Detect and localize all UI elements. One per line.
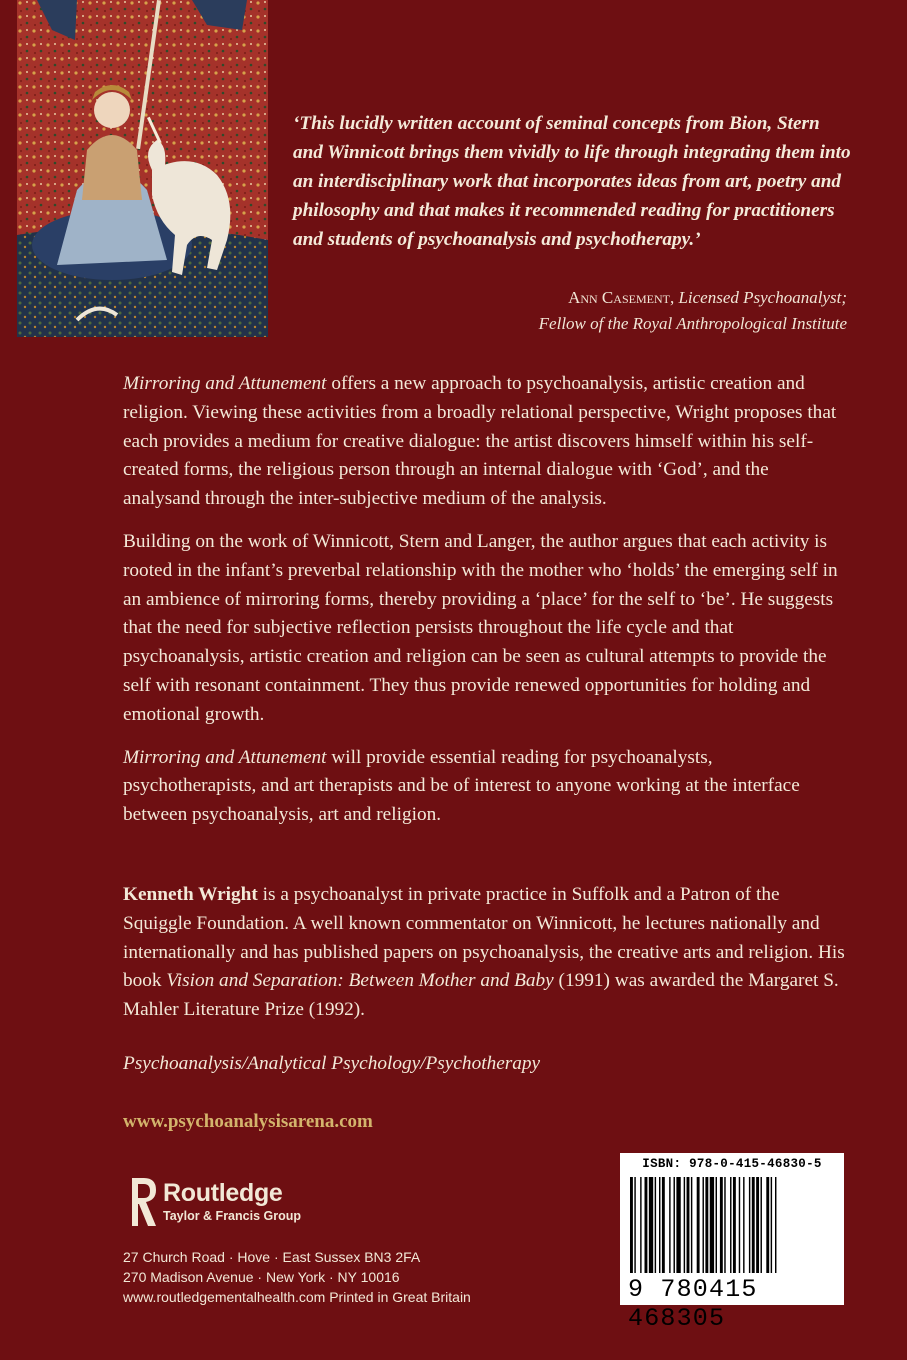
quote-author-role-2: Fellow of the Royal Anthropological Institute — [538, 314, 847, 333]
barcode-bar — [676, 1177, 680, 1273]
review-quote: ‘This lucidly written account of seminal concepts from Bion, Stern and Winnicott brings them vividly to life through integrating them into an interdisciplinary work that incorporates ideas from art, poetry and philosophy and that makes it recommended reading for practitioners and students of psychoanalysis and psychotherapy.’ — [293, 113, 851, 250]
isbn-barcode — [620, 1153, 844, 1333]
barcode-bar — [697, 1177, 700, 1273]
barcode-bar — [640, 1177, 641, 1273]
barcode-bar — [724, 1177, 725, 1273]
description-paragraph-3: Mirroring and Attunement will provide essential reading for psychoanalysts, psychotherapists, and art therapists and be of interest to anyone working at the interface between psychoanalysis, art and religion. — [123, 746, 800, 826]
address-line-3: www.routledgementalhealth.com Printed in Great Britain — [123, 1289, 471, 1305]
barcode-bar — [775, 1177, 776, 1273]
barcode-bar — [733, 1177, 736, 1273]
cover-tapestry-image — [17, 0, 268, 337]
book-title: Mirroring and Attunement — [123, 746, 327, 768]
address-line-1: 27 Church Road · Hove · East Sussex BN3 2FA — [123, 1249, 421, 1265]
barcode-bar — [761, 1177, 762, 1273]
barcode-bar — [659, 1177, 660, 1273]
barcode-bar — [756, 1177, 759, 1273]
barcode-bar — [730, 1177, 731, 1273]
book-description — [123, 370, 845, 844]
barcode-bar — [634, 1177, 635, 1273]
website-link[interactable]: www.psychoanalysisarena.com — [123, 1111, 373, 1132]
barcode-digits: 9 780415 468305 — [628, 1275, 758, 1333]
barcode-bar — [691, 1177, 692, 1273]
barcode-bar — [655, 1177, 656, 1273]
barcode-bar — [684, 1177, 685, 1273]
barcode-bar — [749, 1177, 750, 1273]
quote-attribution: Ann Casement, Licensed Psychoanalyst; Fellow of the Royal Anthropological Institute — [539, 285, 847, 337]
barcode-bar — [771, 1177, 772, 1273]
barcode-bar — [743, 1177, 744, 1273]
barcode-bar — [649, 1177, 653, 1273]
barcode-bars — [630, 1177, 834, 1277]
barcode-bar — [716, 1177, 717, 1273]
publisher-address — [123, 1247, 471, 1307]
barcode-bar — [662, 1177, 665, 1273]
barcode-bar — [687, 1177, 690, 1273]
quote-author-name: Ann Casement — [568, 288, 670, 307]
description-paragraph-2: Building on the work of Winnicott, Stern and Langer, the author argues that each activity is rooted in the infant’s preverbal relationship with the mother who ‘holds’ the emerging self in an ambience of mirroring forms, thereby providing a ‘place’ for the self to ‘be’. He suggests that the need for subjective reflection persists throughout the life cycle and that psychoanalysis, artistic creation and religion can be seen as cultural attempts to provide the self with resonant containment. They thus provide renewed opportunities for holding and emotional growth. — [123, 530, 838, 725]
author-bio: Kenneth Wright is a psychoanalyst in private practice in Suffolk and a Patron of the Squiggle Foundation. A well known commentator on Winnicott, he lectures nationally and internationally and has published papers on psychoanalysis, the creative arts and religion. His book Vision and Separation: Between Mother and Baby (1991) was awarded the Margaret S. Mahler Literature Prize (1992). — [123, 884, 845, 1021]
barcode-bar — [752, 1177, 755, 1273]
description-paragraph-1: Mirroring and Attunement offers a new approach to psychoanalysis, artistic creation and religion. Viewing these activities from a broadly relational perspective, Wright proposes that each provides a medium for creative dialogue: the artist discovers himself within his self-created forms, the religious person through an internal dialogue with ‘God’, and the analysand through the inter-subjective medium of the analysis. — [123, 373, 837, 510]
address-line-2: 270 Madison Avenue · New York · NY 10016 — [123, 1269, 400, 1285]
barcode-bar — [710, 1177, 714, 1273]
routledge-logo — [120, 1176, 320, 1232]
author-name: Kenneth Wright — [123, 884, 258, 905]
quote-author-role: Licensed Psychoanalyst; — [678, 288, 847, 307]
barcode-bar — [720, 1177, 723, 1273]
barcode-bar — [669, 1177, 670, 1273]
publisher-name: Routledge — [163, 1179, 283, 1207]
publisher-group: Taylor & Francis Group — [163, 1209, 301, 1223]
isbn-label: ISBN: 978-0-415-46830-5 — [642, 1157, 822, 1171]
barcode-bar — [739, 1177, 740, 1273]
book-title: Mirroring and Attunement — [123, 373, 327, 394]
barcode-bar — [766, 1177, 769, 1273]
barcode-bar — [674, 1177, 675, 1273]
subject-category: Psychoanalysis/Analytical Psychology/Psychotherapy — [123, 1053, 541, 1074]
barcode-bar — [630, 1177, 633, 1273]
barcode-bar — [705, 1177, 708, 1273]
barcode-bar — [645, 1177, 648, 1273]
routledge-r-icon — [120, 1176, 160, 1230]
barcode-bar — [703, 1177, 704, 1273]
author-book-title: Vision and Separation: Between Mother and Baby — [166, 970, 554, 992]
